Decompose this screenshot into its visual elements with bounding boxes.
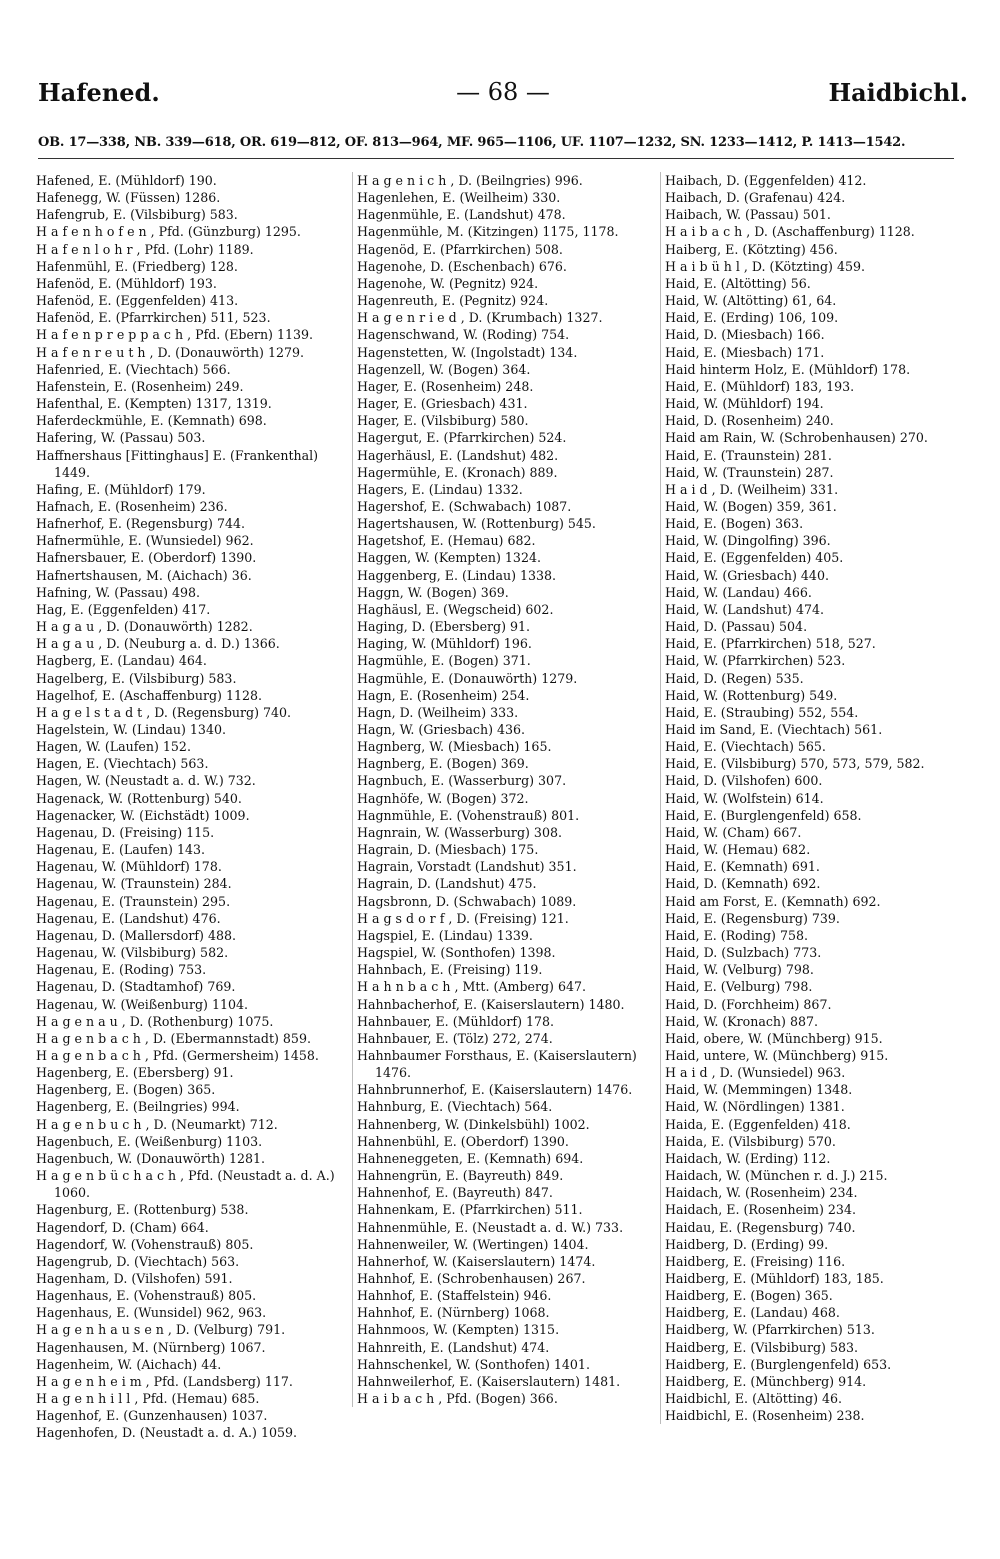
index-entry: Haid, D. (Regen) 535. (665, 670, 804, 686)
index-entry: Hagenau, D. (Stadtamhof) 769. (36, 979, 236, 995)
index-entry: Hagelberg, E. (Vilsbiburg) 583. (36, 670, 237, 686)
index-entry: Hagendorf, D. (Cham) 664. (36, 1219, 209, 1235)
header-last-entry: Haidbichl. (828, 78, 968, 107)
index-entry: Hahnhof, E. (Schrobenhausen) 267. (357, 1271, 586, 1286)
index-entry: Hagenhaus, E. (Vohenstrauß) 805. (36, 1288, 257, 1304)
index-entry: Haid, E. (Vilsbiburg) 570, 573, 579, 582. (665, 756, 925, 772)
index-entry: Hahnhof, E. (Nürnberg) 1068. (357, 1305, 550, 1321)
index-entry: Haibach, W. (Passau) 501. (665, 207, 831, 223)
index-entry: Hagenstetten, W. (Ingolstadt) 134. (357, 344, 578, 360)
index-entry: Haibach, D. (Eggenfelden) 412. (665, 173, 867, 188)
index-entry: Hagertshausen, W. (Rottenburg) 545. (357, 516, 596, 532)
index-entry: Haid, D. (Miesbach) 166. (665, 327, 825, 343)
index-entry: Haidach, W. (Rosenheim) 234. (665, 1185, 858, 1201)
index-entry: Hagenberg, E. (Beilngries) 994. (36, 1099, 240, 1115)
index-entry: Hagenhaus, E. (Wunsidel) 962, 963. (36, 1305, 267, 1321)
index-entry: Hafenöd, E. (Mühldorf) 193. (36, 275, 217, 291)
index-entry: Hagnmühle, E. (Vohenstrauß) 801. (357, 807, 580, 823)
index-entry: Hagenmühle, M. (Kitzingen) 1175, 1178. (357, 224, 619, 240)
index-entry: H a i b a c h , Pfd. (Bogen) 366. (357, 1391, 558, 1407)
index-entry: Hagenmühle, E. (Landshut) 478. (357, 207, 566, 223)
index-entry: Haid, W. (Landau) 466. (665, 584, 812, 600)
index-entry: Hagen, W. (Laufen) 152. (36, 739, 191, 755)
index-entry: Hagenacker, W. (Eichstädt) 1009. (36, 807, 250, 823)
index-entry: Hagberg, E. (Landau) 464. (36, 653, 207, 669)
index-entry: H a i b a c h , D. (Aschaffenburg) 1128. (665, 224, 915, 240)
index-entry: Hahnenweiler, W. (Wertingen) 1404. (357, 1236, 589, 1252)
index-entry: Haid, W. (Dingolfing) 396. (665, 533, 831, 549)
index-entry: Hagspiel, W. (Sonthofen) 1398. (357, 945, 556, 961)
index-entry: H a g a u , D. (Donauwörth) 1282. (36, 619, 253, 635)
index-entry: Hagenberg, E. (Bogen) 365. (36, 1082, 216, 1098)
index-entry: Hagmühle, E. (Donauwörth) 1279. (357, 670, 578, 686)
index-entry: Haid, E. (Straubing) 552, 554. (665, 704, 859, 720)
index-entry: Haggn, W. (Bogen) 369. (357, 584, 509, 600)
index-entry: Hagengrub, D. (Viechtach) 563. (36, 1253, 240, 1269)
index-entry: Hafnertshausen, M. (Aichach) 36. (36, 567, 252, 583)
index-entry: Hagenau, W. (Weißenburg) 1104. (36, 996, 249, 1012)
index-entry: Haid, W. (Pfarrkirchen) 523. (665, 653, 846, 669)
index-entry: Hagenau, W. (Mühldorf) 178. (36, 859, 222, 875)
index-entry: Haid, E. (Traunstein) 281. (665, 447, 832, 463)
index-entry: Haidberg, E. (Freising) 116. (665, 1253, 846, 1269)
column-3 (660, 172, 965, 1424)
index-entry: Haid, W. (Kronach) 887. (665, 1013, 818, 1029)
index-entry: Haidberg, E. (Vilsbiburg) 583. (665, 1339, 858, 1355)
index-entry: Hahnburg, E. (Viechtach) 564. (357, 1099, 553, 1115)
index-entry: Hagenau, W. (Vilsbiburg) 582. (36, 945, 229, 961)
index-entry: Hagnrain, W. (Wasserburg) 308. (357, 824, 562, 840)
index-entry: Hagen, E. (Viechtach) 563. (36, 756, 209, 772)
index-entry: Hagenöd, E. (Pfarrkirchen) 508. (357, 241, 563, 257)
index-entry: Hafengrub, E. (Vilsbiburg) 583. (36, 207, 238, 223)
index-entry: Hagen, W. (Neustadt a. d. W.) 732. (36, 773, 256, 789)
index-entry: Hager, E. (Vilsbiburg) 580. (357, 413, 529, 429)
index-entry: Hahnenmühle, E. (Neustadt a. d. W.) 733. (357, 1219, 624, 1235)
index-entry: Hagenburg, E. (Rottenburg) 538. (36, 1202, 249, 1218)
index-entry: Haid, D. (Sulzbach) 773. (665, 945, 822, 961)
index-entry: H a g e n b u c h , D. (Neumarkt) 712. (36, 1116, 278, 1132)
index-entry: Haid, W. (Cham) 667. (665, 824, 802, 840)
page-header (38, 78, 968, 118)
index-entry: Hahnbacherhof, E. (Kaiserslautern) 1480. (357, 996, 625, 1012)
index-entry: Hahneneggeten, E. (Kemnath) 694. (357, 1150, 584, 1166)
index-entry: Haid, D. (Forchheim) 867. (665, 996, 832, 1012)
index-entry: Hagrain, D. (Miesbach) 175. (357, 842, 539, 858)
index-entry: Hagn, E. (Rosenheim) 254. (357, 687, 530, 703)
index-entry: H a f e n l o h r , Pfd. (Lohr) 1189. (36, 241, 254, 257)
index-entry: Hagerhäusl, E. (Landshut) 482. (357, 447, 559, 463)
index-entry: Haid, E. (Burglengenfeld) 658. (665, 807, 862, 823)
index-entry: H a g e n h i l l , Pfd. (Hemau) 685. (36, 1391, 260, 1407)
index-entry: Hagmühle, E. (Bogen) 371. (357, 653, 531, 669)
index-entry: Hagenau, D. (Freising) 115. (36, 824, 215, 840)
index-entry: Hagenheim, W. (Aichach) 44. (36, 1356, 222, 1372)
index-entry: Haid, E. (Altötting) 56. (665, 275, 811, 291)
index-entry: H a i d , D. (Wunsiedel) 963. (665, 1065, 846, 1081)
index-entry: Hagenberg, E. (Ebersberg) 91. (36, 1065, 234, 1081)
index-entry: Haid, D. (Rosenheim) 240. (665, 413, 834, 429)
index-entry: Haid, D. (Vilshofen) 600. (665, 773, 823, 789)
index-entry: Haid am Rain, W. (Schrobenhausen) 270. (665, 430, 928, 446)
index-entry: Hafenegg, W. (Füssen) 1286. (36, 190, 221, 206)
index-entry: Hagers, E. (Lindau) 1332. (357, 481, 523, 497)
index-entry: Hahnbauer, E. (Mühldorf) 178. (357, 1013, 555, 1029)
index-entry: H a g e n h a u s e n , D. (Velburg) 791. (36, 1322, 286, 1338)
index-entry: Haid, W. (Traunstein) 287. (665, 464, 834, 480)
index-entry: Hahnenberg, W. (Dinkelsbühl) 1002. (357, 1116, 590, 1132)
index-entry: Haibach, D. (Grafenau) 424. (665, 190, 846, 206)
index-entry: Hager, E. (Rosenheim) 248. (357, 378, 534, 394)
index-entry: Hahnerhof, W. (Kaiserslautern) 1474. (357, 1253, 596, 1269)
index-entry: Haid, W. (Wolfstein) 614. (665, 790, 824, 806)
index-entry: Haid hinterm Holz, E. (Mühldorf) 178. (665, 361, 911, 377)
column-1 (36, 172, 348, 1442)
index-entry: Hagenschwand, W. (Roding) 754. (357, 327, 570, 343)
index-entry: Haid, W. (Rottenburg) 549. (665, 687, 838, 703)
index-entry: Haid, W. (Bogen) 359, 361. (665, 498, 837, 514)
index-entry: Hafenstein, E. (Rosenheim) 249. (36, 378, 244, 394)
index-entry: H a g e n b a c h , D. (Ebermannstadt) 859. (36, 1030, 311, 1046)
section-ranges: OB. 17—338, NB. 339—618, OR. 619—812, OF. 813—964, MF. 965—1106, UF. 1107—1232, SN. 1233—1412, P. 1413—1542. (38, 135, 906, 150)
index-entry: Haging, W. (Mühldorf) 196. (357, 636, 532, 652)
index-entry: Hafnermühle, E. (Wunsiedel) 962. (36, 533, 254, 549)
index-entry: Haffnershaus [Fittinghaus] E. (Frankenthal) 1449. (36, 447, 319, 480)
index-entry: Hagenohe, D. (Eschenbach) 676. (357, 258, 567, 274)
index-entry: H a g a u , D. (Neuburg a. d. D.) 1366. (36, 636, 280, 652)
index-entry: Haid, W. (Mühldorf) 194. (665, 396, 824, 412)
index-entry: Hahnenkam, E. (Pfarrkirchen) 511. (357, 1202, 583, 1218)
index-entry: Hafenthal, E. (Kempten) 1317, 1319. (36, 396, 272, 412)
index-entry: Hafenöd, E. (Eggenfelden) 413. (36, 293, 239, 309)
index-entry: Haid, E. (Roding) 758. (665, 927, 808, 943)
index-entry: Hagspiel, E. (Lindau) 1339. (357, 927, 533, 943)
index-entry: Haidberg, E. (Bogen) 365. (665, 1288, 833, 1304)
index-entry: Hagenohe, W. (Pegnitz) 924. (357, 275, 539, 291)
index-entry: Haidbichl, E. (Altötting) 46. (665, 1391, 843, 1407)
index-entry: Hafering, W. (Passau) 503. (36, 430, 206, 446)
index-entry: Hagershof, E. (Schwabach) 1087. (357, 498, 572, 514)
index-entry: Haidach, W. (Erding) 112. (665, 1150, 831, 1166)
index-entry: Hagetshof, E. (Hemau) 682. (357, 533, 536, 549)
index-entry: Hagenau, E. (Landshut) 476. (36, 910, 221, 926)
index-entry: H a g e n h e i m , Pfd. (Landsberg) 117. (36, 1373, 293, 1389)
index-entry: Hahnweilerhof, E. (Kaiserslautern) 1481. (357, 1373, 621, 1389)
index-entry: Haggen, W. (Kempten) 1324. (357, 550, 541, 566)
index-entry: Hahnbach, E. (Freising) 119. (357, 962, 543, 978)
index-entry: Haidach, W. (München r. d. J.) 215. (665, 1168, 888, 1184)
index-entry: Hafnerhof, E. (Regensburg) 744. (36, 516, 245, 532)
index-entry: Hagnbuch, E. (Wasserburg) 307. (357, 773, 567, 789)
index-entry: Hahnhof, E. (Staffelstein) 946. (357, 1288, 552, 1304)
index-entry: H a h n b a c h , Mtt. (Amberg) 647. (357, 979, 587, 995)
index-entry: Haghäusl, E. (Wegscheid) 602. (357, 601, 554, 617)
index-entry: Hahnenbühl, E. (Oberdorf) 1390. (357, 1133, 569, 1149)
index-entry: Hagenau, W. (Traunstein) 284. (36, 876, 232, 892)
index-entry: Haiberg, E. (Kötzting) 456. (665, 241, 838, 257)
index-entry: Haid, untere, W. (Münchberg) 915. (665, 1047, 889, 1063)
index-entry: Hagrain, Vorstadt (Landshut) 351. (357, 859, 577, 875)
index-entry: Hagenzell, W. (Bogen) 364. (357, 361, 531, 377)
index-entry: Hagendorf, W. (Vohenstrauß) 805. (36, 1236, 254, 1252)
index-entry: Hagn, D. (Weilheim) 333. (357, 704, 519, 720)
index-entry: Hagenack, W. (Rottenburg) 540. (36, 790, 242, 806)
column-2 (352, 172, 657, 1407)
index-entry: H a g e n i c h , D. (Beilngries) 996. (357, 173, 583, 188)
index-entry: Haidberg, W. (Pfarrkirchen) 513. (665, 1322, 875, 1338)
index-entry: Hagenbuch, E. (Weißenburg) 1103. (36, 1133, 263, 1149)
index-entry: H a f e n r e u t h , D. (Donauwörth) 1279. (36, 344, 305, 360)
index-entry: H a f e n h o f e n , Pfd. (Günzburg) 1295. (36, 224, 301, 240)
index-entry: Hagenbuch, W. (Donauwörth) 1281. (36, 1150, 266, 1166)
index-entry: Haidberg, E. (Burglengenfeld) 653. (665, 1356, 892, 1372)
index-entry: Haid, W. (Griesbach) 440. (665, 567, 829, 583)
index-entry: Hahnschenkel, W. (Sonthofen) 1401. (357, 1356, 590, 1372)
index-entry: Hafenöd, E. (Pfarrkirchen) 511, 523. (36, 310, 271, 326)
index-entry: Haidau, E. (Regensburg) 740. (665, 1219, 856, 1235)
index-entry: Hagrain, D. (Landshut) 475. (357, 876, 537, 892)
index-entry: Haidberg, E. (Landau) 468. (665, 1305, 840, 1321)
index-entry: Hafnersbauer, E. (Oberdorf) 1390. (36, 550, 257, 566)
index-entry: Haid, D. (Kemnath) 692. (665, 876, 821, 892)
index-entry: Hahnbaumer Forsthaus, E. (Kaiserslautern) 1476. (357, 1047, 637, 1081)
index-entry: Hagenau, E. (Traunstein) 295. (36, 893, 231, 909)
index-entry: Hahnbauer, E. (Tölz) 272, 274. (357, 1030, 553, 1046)
index-entry: Hagergut, E. (Pfarrkirchen) 524. (357, 430, 567, 446)
index-entry: Haid, W. (Altötting) 61, 64. (665, 293, 837, 309)
index-entry: Hafing, E. (Mühldorf) 179. (36, 481, 206, 497)
index-entry: H a i d , D. (Weilheim) 331. (665, 481, 839, 497)
index-entry: Haid, E. (Mühldorf) 183, 193. (665, 378, 855, 394)
index-entry: Haid am Forst, E. (Kemnath) 692. (665, 893, 881, 909)
index-entry: Hafenried, E. (Viechtach) 566. (36, 361, 231, 377)
header-divider (38, 158, 954, 159)
index-entry: Haidbichl, E. (Rosenheim) 238. (665, 1408, 865, 1424)
index-entry: H a g e l s t a d t , D. (Regensburg) 740. (36, 704, 292, 720)
index-entry: Haid, E. (Velburg) 798. (665, 979, 813, 995)
index-entry: Haggenberg, E. (Lindau) 1338. (357, 567, 557, 583)
index-entry: H a i b ü h l , D. (Kötzting) 459. (665, 258, 865, 274)
index-entry: Haid im Sand, E. (Viechtach) 561. (665, 722, 883, 737)
index-entry: Haid, E. (Miesbach) 171. (665, 344, 825, 360)
index-entry: Hahnenhof, E. (Bayreuth) 847. (357, 1185, 553, 1201)
index-entry: Hahnbrunnerhof, E. (Kaiserslautern) 1476. (357, 1082, 633, 1098)
index-entry: H a g e n a u , D. (Rothenburg) 1075. (36, 1013, 274, 1029)
index-entry: Hagnberg, E. (Bogen) 369. (357, 756, 529, 772)
index-entry: Haid, W. (Landshut) 474. (665, 601, 824, 617)
index-entry: Haging, D. (Ebersberg) 91. (357, 619, 531, 635)
index-entry: Haid, W. (Velburg) 798. (665, 962, 814, 978)
index-entry: Hahnreith, E. (Landshut) 474. (357, 1339, 550, 1355)
index-entry: Hahnmoos, W. (Kempten) 1315. (357, 1322, 560, 1338)
index-entry: Hagenreuth, E. (Pegnitz) 924. (357, 293, 549, 309)
index-entry: Hagenhofen, D. (Neustadt a. d. A.) 1059. (36, 1425, 298, 1441)
index-entry: Hagenau, D. (Mallersdorf) 488. (36, 927, 236, 943)
index-entry: Hafenmühl, E. (Friedberg) 128. (36, 258, 238, 274)
index-entry: Haida, E. (Vilsbiburg) 570. (665, 1133, 836, 1149)
index-entry: Hagnberg, W. (Miesbach) 165. (357, 739, 552, 755)
index-entry: Haferdeckmühle, E. (Kemnath) 698. (36, 413, 267, 429)
index-entry: Hagn, W. (Griesbach) 436. (357, 722, 526, 737)
index-entry: Haid, E. (Viechtach) 565. (665, 739, 826, 755)
index-entry: Haid, E. (Eggenfelden) 405. (665, 550, 844, 566)
index-entry: Haidberg, E. (Mühldorf) 183, 185. (665, 1271, 884, 1286)
index-entry: Hagenau, E. (Roding) 753. (36, 962, 207, 978)
index-entry: Hag, E. (Eggenfelden) 417. (36, 601, 211, 617)
index-entry: Haid, E. (Regensburg) 739. (665, 910, 840, 926)
index-entry: Hagsbronn, D. (Schwabach) 1089. (357, 893, 577, 909)
index-entry: Hagelhof, E. (Aschaffenburg) 1128. (36, 687, 263, 703)
index-entry: Hafnach, E. (Rosenheim) 236. (36, 498, 228, 514)
index-entry: Haid, E. (Kemnath) 691. (665, 859, 820, 875)
index-entry: Haidberg, D. (Erding) 99. (665, 1236, 829, 1252)
index-entry: Hagnhöfe, W. (Bogen) 372. (357, 790, 529, 806)
index-entry: Haid, E. (Erding) 106, 109. (665, 310, 839, 326)
index-entry: H a g e n b ü c h a c h , Pfd. (Neustadt a. d. A.) 1060. (36, 1168, 335, 1201)
index-entry: Haid, obere, W. (Münchberg) 915. (665, 1030, 883, 1046)
index-entry: Haid, E. (Pfarrkirchen) 518, 527. (665, 636, 876, 652)
index-entry: Haid, W. (Hemau) 682. (665, 842, 811, 858)
index-entry: Hagenhausen, M. (Nürnberg) 1067. (36, 1339, 266, 1355)
header-first-entry: Hafened. (38, 78, 160, 107)
index-entry: Haid, W. (Nördlingen) 1381. (665, 1099, 845, 1115)
index-entry: H a g e n b a c h , Pfd. (Germersheim) 1458. (36, 1047, 319, 1063)
index-entry: H a g s d o r f , D. (Freising) 121. (357, 910, 569, 926)
index-entry: Hafning, W. (Passau) 498. (36, 584, 201, 600)
index-entry: Haid, D. (Passau) 504. (665, 619, 808, 635)
index-entry: Hager, E. (Griesbach) 431. (357, 396, 528, 412)
index-entry: Hahnengrün, E. (Bayreuth) 849. (357, 1168, 564, 1184)
index-entry: Hagelstein, W. (Lindau) 1340. (36, 722, 226, 737)
index-entry: Haid, W. (Memmingen) 1348. (665, 1082, 853, 1098)
index-entry: Haid, E. (Bogen) 363. (665, 516, 804, 532)
index-entry: Haidberg, E. (Münchberg) 914. (665, 1373, 867, 1389)
index-entry: Hagenhof, E. (Gunzenhausen) 1037. (36, 1408, 268, 1424)
index-entry: Hafened, E. (Mühldorf) 190. (36, 173, 217, 188)
index-entry: Haidach, E. (Rosenheim) 234. (665, 1202, 856, 1218)
index-entry: H a g e n r i e d , D. (Krumbach) 1327. (357, 310, 603, 326)
page-number: — 68 — (456, 78, 550, 106)
index-entry: Hagenham, D. (Vilshofen) 591. (36, 1271, 233, 1286)
index-entry: H a f e n p r e p p a c h , Pfd. (Ebern) 1139. (36, 327, 314, 343)
index-entry: Haida, E. (Eggenfelden) 418. (665, 1116, 851, 1132)
index-entry: Hagenau, E. (Laufen) 143. (36, 842, 206, 858)
index-entry: Hagermühle, E. (Kronach) 889. (357, 464, 558, 480)
index-entry: Hagenlehen, E. (Weilheim) 330. (357, 190, 561, 206)
